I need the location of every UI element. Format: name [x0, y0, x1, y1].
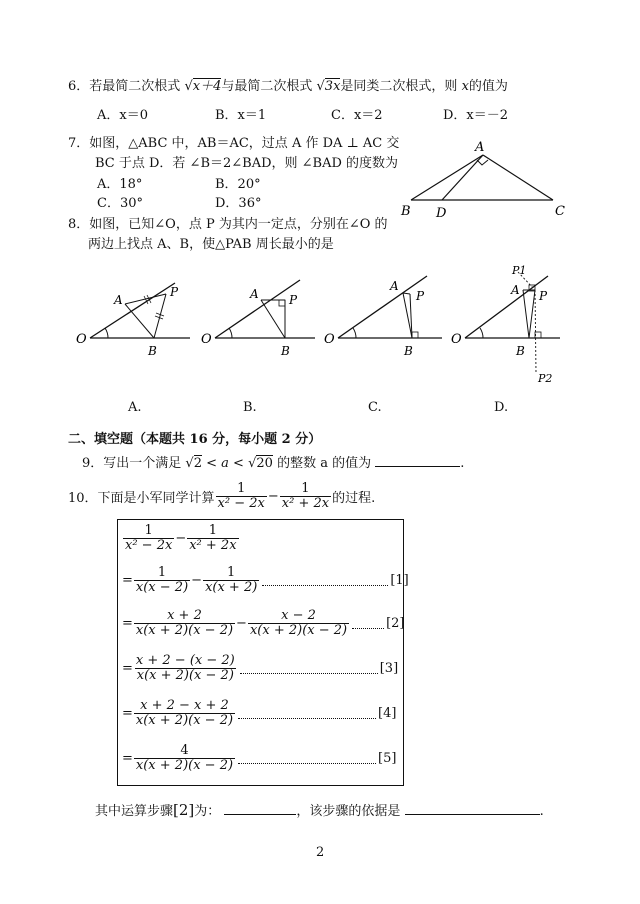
- q6-stem: [68, 75, 508, 94]
- q10-post: 的过程.: [332, 490, 376, 506]
- q10-step-1: = $\frac{1}{x(x - 2)}$ − $\frac{1}{x(x + 2)}$ [1]: [122, 565, 409, 595]
- q7-option-a: A．18°: [97, 177, 143, 192]
- q7-label-a: A: [475, 140, 485, 155]
- q10-step-3: = $\frac{x + 2 - (x - 2)}{x(x + 2)(x - 2)}$ [3]: [122, 653, 399, 683]
- section-2-heading: 二、填空题（本题共 16 分，每小题 2 分）: [68, 432, 322, 447]
- q8-option-d: D.: [494, 400, 509, 415]
- q8b-label-p: P: [289, 293, 298, 307]
- q10-frac-1: $\frac{1}{\text{x² − 2x}}$: [217, 481, 265, 511]
- q8d-label-p: P: [539, 289, 548, 303]
- q10-step-5: = $\frac{4}{x(x + 2)(x - 2)}$ [5]: [122, 743, 397, 773]
- q8d-label-p2: P2: [538, 372, 553, 385]
- q6-var: x: [461, 79, 469, 94]
- q8b-label-o: O: [201, 332, 212, 347]
- q8c-label-o: O: [324, 332, 335, 347]
- q7-triangle-figure: [395, 138, 575, 223]
- q6-option-d: D．x＝－2: [443, 108, 509, 123]
- q6-option-c: C．x＝2: [331, 108, 383, 123]
- step-tag-1: [1]: [390, 572, 409, 588]
- q8-figure-a: [76, 283, 190, 358]
- q10-step-0: $\frac{1}{\text{x² − 2x}}$ − $\frac{1}{\text{x² + 2x}}$: [125, 523, 237, 553]
- q6-option-a: A．x＝0: [97, 108, 148, 123]
- q8-figure-d: [451, 264, 560, 385]
- q8c-label-b: B: [404, 344, 413, 358]
- q6-number: 6．: [68, 79, 90, 94]
- q9-stem: [82, 452, 464, 471]
- q8-option-b: B.: [243, 400, 257, 415]
- q6-option-b: B．x＝1: [215, 108, 267, 123]
- q8c-label-a: A: [390, 279, 399, 293]
- q8a-label-a: A: [114, 293, 123, 307]
- q7-option-d: D．36°: [215, 196, 262, 211]
- q8d-label-b: B: [516, 344, 525, 358]
- q9-post: 的整数 a 的值为: [277, 456, 372, 471]
- step-tag-3: [3]: [379, 660, 399, 676]
- q8b-label-b: B: [281, 344, 290, 358]
- q8-figures: [70, 258, 610, 388]
- step-tag-4: [4]: [378, 705, 397, 721]
- q7-label-d: D: [436, 206, 447, 221]
- q9-answer-blank[interactable]: [375, 466, 460, 467]
- q9-end: .: [460, 456, 465, 471]
- q9-mid: < a <: [206, 456, 244, 471]
- q8-figure-b: [201, 280, 315, 358]
- q10-question: 其中运算步骤[2]为： ，该步骤的依据是 .: [95, 801, 544, 819]
- q6-text-4: 的值为: [468, 79, 508, 94]
- q8d-label-p1: P1: [512, 264, 527, 277]
- q8-line-2: 两边上找点 A、B，使△PAB 周长最小的是: [88, 237, 334, 252]
- q8-option-a: A.: [128, 400, 142, 415]
- q10-step-4: = $\frac{x + 2 - x + 2}{x(x + 2)(x - 2)}$ [4]: [122, 698, 397, 728]
- q10-step-2: = $\frac{x + 2}{x(x + 2)(x - 2)}$ − $\frac{x - 2}{x(x + 2)(x - 2)}$ [2]: [122, 608, 405, 638]
- q8-option-c: C.: [368, 400, 382, 415]
- q10-step-answer-blank[interactable]: [224, 814, 296, 815]
- sqrt-20: √20: [248, 456, 273, 471]
- step-tag-5: [5]: [378, 750, 397, 766]
- q8-figure-c: [324, 276, 442, 358]
- q8c-label-p: P: [416, 289, 425, 303]
- q8-line-1: 8．如图，已知∠O，点 P 为其内一定点，分别在∠O 的: [68, 217, 388, 232]
- q10-basis-answer-blank[interactable]: [405, 814, 540, 815]
- q10-pre: 10．下面是小军同学计算: [68, 490, 215, 506]
- q7-label-c: C: [555, 204, 565, 219]
- step-tag-2: [2]: [386, 615, 405, 631]
- q10-stem: 10．下面是小军同学计算 $\frac{1}{\text{x² − 2x}}$ − $\frac{1}{\text{x² + 2x}}$ 的过程.: [68, 481, 376, 511]
- q7-label-b: B: [401, 204, 411, 219]
- q8d-label-o: O: [451, 332, 462, 347]
- q8a-label-p: P: [170, 285, 179, 299]
- sqrt-3x: √3x: [316, 79, 341, 94]
- page-number: 2: [316, 845, 325, 860]
- q6-text-1: 若最简二次根式: [89, 79, 181, 94]
- q7-line-2: BC 于点 D．若 ∠B＝2∠BAD，则 ∠BAD 的度数为: [95, 156, 399, 171]
- q7-line-1: 7．如图，△ABC 中，AB＝AC，过点 A 作 DA ⊥ AC 交: [68, 136, 400, 151]
- q9-pre: 9．写出一个满足: [82, 456, 182, 471]
- q8d-label-a: A: [511, 283, 520, 297]
- q7-option-b: B．20°: [215, 177, 261, 192]
- sqrt-x-plus-4: √x＋4: [184, 79, 222, 94]
- q8b-label-a: A: [250, 287, 259, 301]
- q6-text-3: 是同类二次根式，则: [340, 79, 458, 94]
- q8a-label-o: O: [76, 332, 87, 347]
- q10-frac-2: $\frac{1}{\text{x² + 2x}}$: [281, 481, 330, 511]
- q6-text-2: 与最简二次根式: [221, 79, 313, 94]
- sqrt-2: √2: [185, 456, 202, 471]
- q8a-label-b: B: [148, 344, 157, 358]
- q7-option-c: C．30°: [97, 196, 143, 211]
